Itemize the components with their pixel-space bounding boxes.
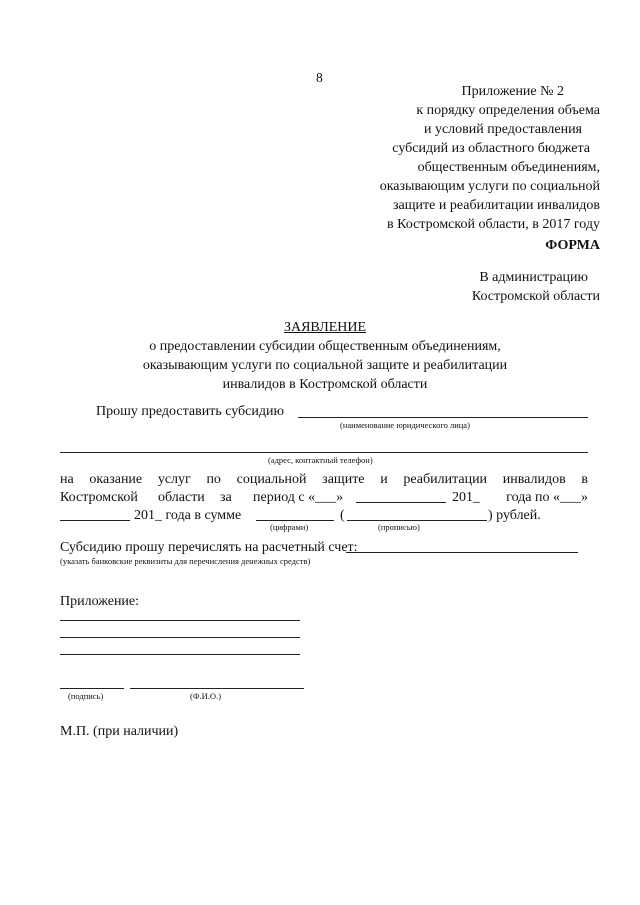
- period-start-year: 201_: [452, 490, 480, 505]
- document-title: [60, 318, 590, 394]
- amount-open-paren: (: [340, 508, 345, 523]
- addressee-line: Костромской области: [471, 289, 600, 304]
- amount-digits-field[interactable]: [256, 520, 334, 521]
- purpose-word: в: [581, 472, 588, 487]
- title-line: инвалидов в Костромской области: [222, 377, 428, 392]
- addressee-line: В администрацию: [479, 270, 588, 285]
- attachments-label: Приложение:: [60, 594, 140, 609]
- appendix-line: общественным объединениям,: [417, 160, 600, 175]
- address-field[interactable]: [60, 452, 588, 453]
- purpose-word: на: [60, 472, 74, 487]
- amount-words-field[interactable]: [347, 520, 487, 521]
- stamp-note: М.П. (при наличии): [60, 724, 179, 739]
- full-name-caption: (Ф.И.О.): [190, 691, 222, 701]
- attachment-field[interactable]: [60, 654, 300, 655]
- purpose-word: социальной: [236, 472, 307, 487]
- amount-digits-caption: (цифрами): [270, 522, 309, 532]
- address-caption: (адрес, контактный телефон): [268, 455, 373, 465]
- period-end-month-field[interactable]: [60, 520, 130, 521]
- full-name-field[interactable]: [130, 688, 304, 689]
- appendix-line: к порядку определения объема: [416, 103, 600, 118]
- appendix-line: субсидий из областного бюджета: [392, 141, 590, 156]
- purpose-word: реабилитации: [403, 472, 488, 487]
- page-number: 8: [316, 70, 323, 85]
- signature-caption: (подпись): [68, 691, 104, 701]
- attachment-field[interactable]: [60, 620, 300, 621]
- appendix-line: и условий предоставления: [423, 122, 582, 137]
- amount-currency: ) рублей.: [488, 508, 541, 523]
- request-text: Прошу предоставить субсидию: [96, 404, 284, 419]
- title-line: о предоставлении субсидии общественным объединениям,: [149, 339, 501, 354]
- org-name-caption: (наименование юридического лица): [340, 420, 470, 430]
- bank-account-field[interactable]: [346, 552, 578, 553]
- attachment-field[interactable]: [60, 637, 300, 638]
- purpose-line-2: [60, 488, 588, 507]
- account-caption: (указать банковские реквизиты для перечисления денежных средств): [60, 556, 311, 566]
- purpose-word: области: [158, 490, 205, 505]
- purpose-word: по: [206, 472, 221, 487]
- org-name-field[interactable]: [298, 417, 588, 418]
- purpose-word: оказание: [89, 472, 143, 487]
- title-heading: ЗАЯВЛЕНИЕ: [283, 320, 367, 335]
- appendix-line: защите и реабилитации инвалидов: [393, 198, 600, 213]
- period-end-day: года по «___»: [506, 490, 588, 505]
- appendix-header: [300, 82, 600, 234]
- amount-words-caption: (прописью): [378, 522, 420, 532]
- appendix-line: в Костромской области, в 2017 году: [386, 217, 600, 232]
- addressee: [472, 268, 600, 306]
- account-text: Субсидию прошу перечислять на расчетный счет:: [60, 540, 358, 555]
- purpose-word: защите: [322, 472, 365, 487]
- title-line: оказывающим услуги по социальной защите и реабилитации: [142, 358, 508, 373]
- purpose-word: за: [220, 490, 232, 505]
- purpose-word: Костромской: [60, 490, 138, 505]
- purpose-word: инвалидов: [502, 472, 566, 487]
- appendix-line: оказывающим услуги по социальной: [379, 179, 600, 194]
- purpose-line-1: [60, 470, 588, 489]
- purpose-word: услуг: [157, 472, 191, 487]
- period-start-month-field[interactable]: [356, 502, 446, 503]
- form-label: ФОРМА: [545, 238, 600, 253]
- amount-label: 201_ года в сумме: [134, 508, 242, 523]
- period-start-day: период с «___»: [253, 490, 344, 505]
- purpose-line-3: [60, 506, 588, 525]
- signature-field[interactable]: [60, 688, 124, 689]
- appendix-line: Приложение № 2: [461, 84, 564, 99]
- purpose-word: и: [380, 472, 388, 487]
